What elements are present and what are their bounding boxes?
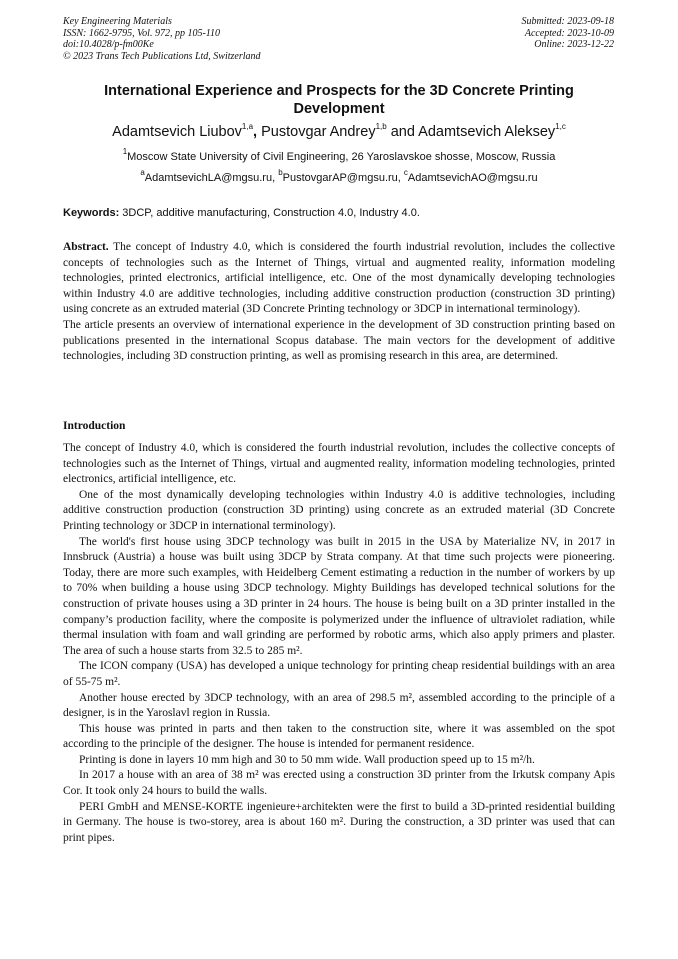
author-separator: , [253,124,262,140]
author-affiliation-marker: 1,a [241,122,254,132]
body-paragraph: In 2017 a house with an area of 38 m² was erected using a construction 3D printer from the Irkutsk company Apis Cor. It took only 24 hours to build the walls. [63,769,615,798]
keywords [63,206,615,220]
journal-doi: doi:10.4028/p-fm00Ke [63,39,154,50]
body-paragraph: The ICON company (USA) has developed a unique technology for printing cheap residential buildings with an area of 55-75 m². [63,660,615,688]
abstract-label: Abstract. [63,241,109,253]
accepted-date: Accepted: 2023-10-09 [524,27,614,39]
online-date: Online: 2023-12-22 [534,39,614,50]
body-paragraph: The concept of Industry 4.0, which is considered the fourth industrial revolution, includes the collective concepts of technologies such as the Internet of Things, virtual and augmented reality, information modeling technologies, printed electronics, artificial intelligence, etc. [63,442,615,486]
journal-info [63,16,261,62]
affiliation-marker: 1 [122,147,128,157]
email-separator: , [397,172,404,184]
journal-issn: ISSN: 1662-9795, Vol. 972, pp 105-110 [63,27,221,39]
email-address: PustovgarAP@mgsu.ru [282,172,398,184]
author-name: Adamtsevich Liubov [112,124,242,140]
affiliation [40,147,638,164]
author-affiliation-marker: 1,c [555,122,566,132]
email-address: AdamtsevichAO@mgsu.ru [407,172,538,184]
body-paragraph: Printing is done in layers 10 mm high and 30 to 50 mm wide. Wall production speed up to 15 m²/h. [79,753,535,766]
body-paragraph: The world's first house using 3DCP technology was built in 2015 in the USA by Materialize NV, in 2017 in Innsbruck (Austria) a house was built using 3DCP by Strata company. At that time such projects were pioneering. Today, there are more such examples, with Heidelberg Cement estimating a reduction in the number of workers by up to 70% when building a house using 3DCP technology. Mighty Buildings has developed technical solutions for the construction of private houses using a 3D printer in 24 hours. The house is being built on a 3D printer installed in the company’s production facility, where the composite is polymerized under the influence of ultraviolet radiation, while thermal insulation with foam and wall grinding are performed by robotic arms, which also apply primers and plaster. The area of such a house starts from 32.5 to 285 m². [63,535,615,657]
author-list [40,123,638,141]
affiliation-text: Moscow State University of Civil Engineering, 26 Yaroslavskoe shosse, Moscow, Russia [127,151,556,163]
body-paragraph: Another house erected by 3DCP technology, with an area of 298.5 m², assembled according to the principle of a designer, is in the Yaroslavl region in Russia. [63,691,615,720]
abstract [63,240,615,365]
section-heading-introduction: Introduction [63,420,126,432]
keywords-label: Keywords: [63,207,120,219]
body-paragraph: This house was printed in parts and then taken to the construction site, where it was assembled on the spot according to the principle of the designer. The house is intended for permanent residence. [63,722,615,751]
email-marker: c [403,168,408,178]
email-separator: , [272,172,279,184]
body-paragraph: PERI GmbH and MENSE-KORTE ingenieure+architekten were the first to build a 3D-printed residential building in Germany. The house is two-storey, area is about 160 m². During the construction, a 3D printer was used that can print pipes. [63,800,615,844]
author-emails [40,168,638,185]
author-name: Adamtsevich Aleksey [418,124,556,140]
abstract-paragraph: The article presents an overview of international experience in the development of 3D construction printing based on publications presented in the international Scopus database. The main vectors for the development of additive technologies, including 3D construction printing, as well as promising research in this area, are determined. [63,318,615,363]
introduction-body [63,441,615,846]
paper-title: International Experience and Prospects for the 3D Concrete Printing Development [104,83,574,117]
author-affiliation-marker: 1,b [375,122,387,132]
submitted-date: Submitted: 2023-09-18 [521,16,614,27]
author-name: Pustovgar Andrey [261,124,376,140]
email-marker: a [140,168,145,178]
keywords-text: 3DCP, additive manufacturing, Construction 4.0, Industry 4.0. [119,207,420,219]
body-paragraph: One of the most dynamically developing technologies within Industry 4.0 is additive technologies, including additive construction production (construction 3D printing) using concrete as an extruded material (3D Concrete Printing technology or 3DCP in international terminology). [63,488,615,532]
email-address: AdamtsevichLA@mgsu.ru [144,172,273,184]
abstract-paragraph [63,240,615,318]
journal-name: Key Engineering Materials [63,16,172,27]
publication-dates [522,16,615,51]
author-separator: and [386,124,419,140]
abstract-text: The concept of Industry 4.0, which is considered the fourth industrial revolution, includes the collective concepts of technologies such as the Internet of Things, virtual and augmented reality, information modeling technologies, printed electronics, artificial intelligence, etc. One of the most dynamically developing technologies within Industry 4.0 are additive technologies, including additive construction production (construction 3D printing) using concrete as an extruded material (3D Concrete Printing technology or 3DCP in international terminology). [63,241,615,316]
email-marker: b [278,168,283,178]
journal-copyright: © 2023 Trans Tech Publications Ltd, Switzerland [63,50,261,62]
